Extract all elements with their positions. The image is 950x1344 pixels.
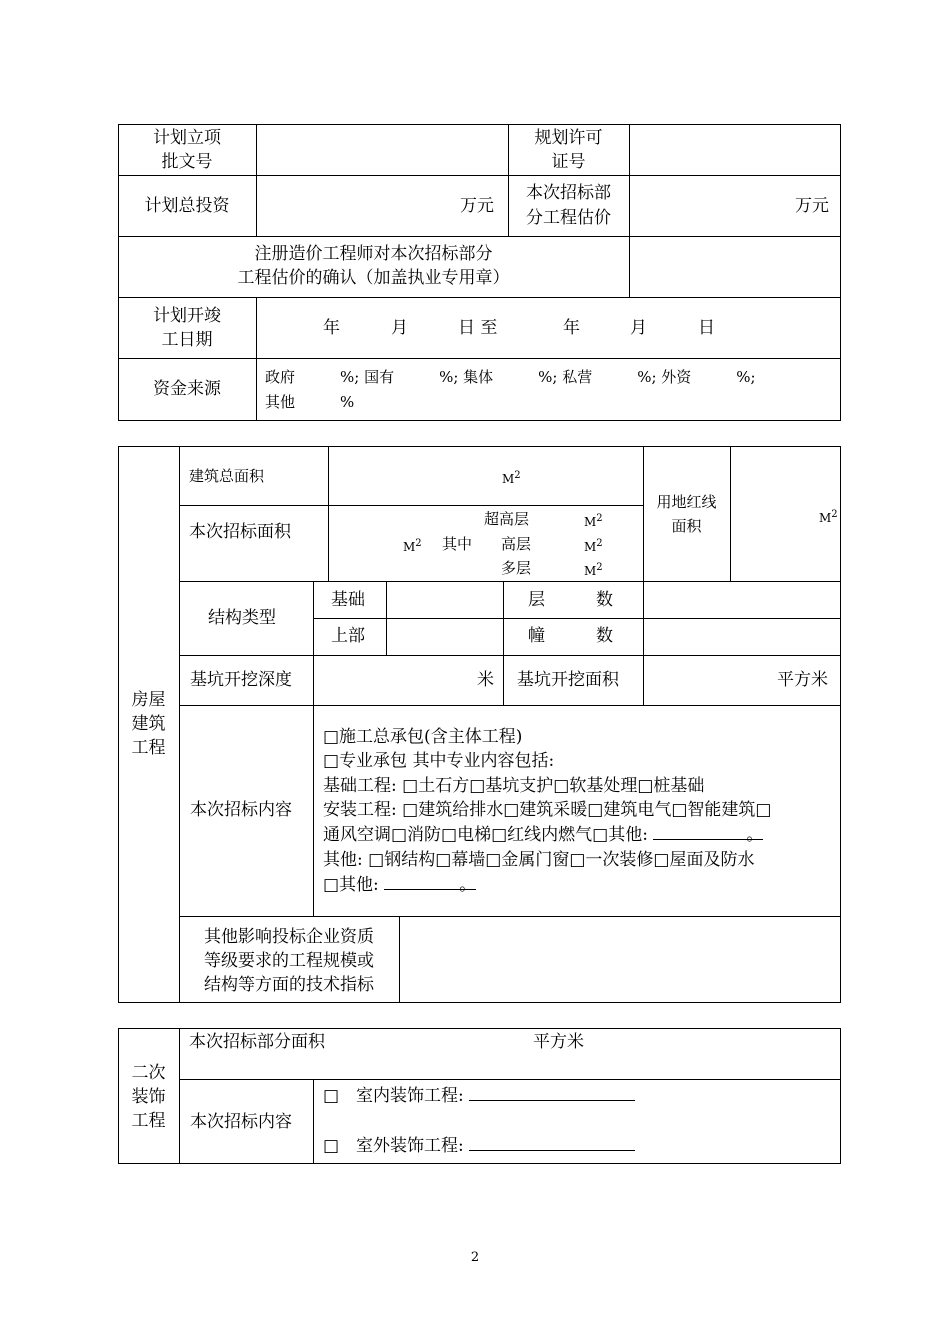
other-factors-label-2: 等级要求的工程规模或 (204, 951, 374, 971)
land-redline-label-2: 面积 (671, 517, 702, 535)
end-day: 日 (698, 318, 715, 338)
building-works-side-2: 建筑 (131, 714, 166, 734)
page-number: 2 (470, 1250, 480, 1265)
installation-other-blank: 。 (653, 823, 763, 840)
start-month: 月 (391, 318, 408, 338)
indoor-decoration-blank (469, 1084, 635, 1101)
cost-engineer-confirm-1: 注册造价工程师对本次招标部分 (254, 244, 493, 264)
decoration-content-label: 本次招标内容 (190, 1112, 292, 1132)
fund-source-line-1: 政府 %; 国有 %; 集体 %; 私营 %; 外资 %; (265, 368, 756, 386)
pit-depth-unit: 米 (477, 670, 494, 690)
fund-source-line-2: 其他 % (265, 393, 355, 411)
planning-permit-label-2: 证号 (551, 152, 586, 172)
plan-approval-label-1: 计划立项 (153, 128, 221, 148)
estimate-label-2: 分工程估价 (526, 208, 611, 228)
other-blank: 。 (384, 873, 476, 890)
decoration-side-3: 工程 (131, 1111, 166, 1131)
foundation-label: 基础 (331, 590, 365, 610)
multi-storey-label: 多层 (501, 559, 532, 577)
tender-area-unit: $M^2$ (403, 538, 422, 554)
estimate-label-1: 本次招标部 (526, 183, 611, 203)
super-high-rise-label: 超高层 (484, 510, 530, 528)
other-factors-label-1: 其他影响投标企业资质 (204, 927, 374, 947)
tender-area-label: 本次招标面积 (189, 522, 291, 542)
schedule-label-2: 工日期 (161, 330, 213, 350)
super-high-rise-unit: $M^2$ (584, 513, 603, 529)
superstructure-label: 上部 (331, 626, 365, 646)
tender-content-label: 本次招标内容 (190, 800, 292, 820)
estimate-unit: 万元 (795, 196, 829, 216)
pit-area-label: 基坑开挖面积 (517, 670, 619, 690)
general-contract-option: □施工总承包(含主体工程) (323, 727, 523, 747)
schedule-label-1: 计划开竣 (153, 306, 221, 326)
fund-source-label: 资金来源 (153, 379, 221, 399)
high-rise-label: 高层 (501, 535, 532, 553)
plan-approval-label-2: 批文号 (161, 152, 213, 172)
land-redline-unit: $M^2$ (819, 509, 838, 525)
decoration-side-2: 装饰 (131, 1087, 166, 1107)
indoor-decoration-option: □ 室内装饰工程: (323, 1084, 635, 1108)
start-day-to: 日 至 (458, 318, 498, 338)
other-works-options: 其他: □钢结构□幕墙□金属门窗□一次装修□屋面及防水 (323, 850, 755, 870)
high-rise-unit: $M^2$ (584, 538, 603, 554)
other-option: □其他: 。 (323, 875, 477, 895)
of-which-label: 其中 (442, 535, 473, 553)
pit-depth-label: 基坑开挖深度 (190, 670, 292, 690)
buildings-count-label: 幢 数 (528, 626, 613, 646)
end-month: 月 (630, 318, 647, 338)
total-floor-area-label: 建筑总面积 (189, 467, 265, 485)
decoration-area-label: 本次招标部分面积 (189, 1032, 325, 1052)
cost-engineer-confirm-2: 工程估价的确认（加盖执业专用章） (237, 268, 510, 288)
installation-works-options-2: 通风空调□消防□电梯□红线内燃气□其他: 。 (323, 825, 764, 845)
planning-permit-label-1: 规划许可 (534, 128, 603, 148)
total-investment-unit: 万元 (460, 196, 494, 216)
decoration-area-unit: 平方米 (533, 1032, 584, 1052)
pit-area-unit: 平方米 (777, 670, 828, 690)
outdoor-decoration-blank (469, 1134, 635, 1151)
multi-storey-unit: $M^2$ (584, 562, 603, 578)
floors-label: 层 数 (528, 590, 613, 610)
end-year: 年 (563, 318, 580, 338)
outdoor-decoration-option: □ 室外装饰工程: (323, 1134, 635, 1158)
start-year: 年 (323, 318, 340, 338)
decoration-side-1: 二次 (131, 1063, 166, 1083)
land-redline-label-1: 用地红线 (656, 493, 717, 511)
building-works-side-3: 工程 (131, 738, 166, 758)
other-factors-label-3: 结构等方面的技术指标 (204, 975, 374, 995)
foundation-works-options: 基础工程: □土石方□基坑支护□软基处理□桩基础 (323, 776, 705, 796)
building-works-side-1: 房屋 (131, 690, 166, 710)
structure-type-label: 结构类型 (208, 608, 276, 628)
total-floor-area-unit: $M^2$ (502, 470, 521, 486)
specialty-contract-option: □专业承包 其中专业内容包括: (323, 751, 555, 771)
installation-works-options: 安装工程: □建筑给排水□建筑采暖□建筑电气□智能建筑□ (323, 800, 772, 820)
total-investment-label: 计划总投资 (144, 196, 230, 216)
